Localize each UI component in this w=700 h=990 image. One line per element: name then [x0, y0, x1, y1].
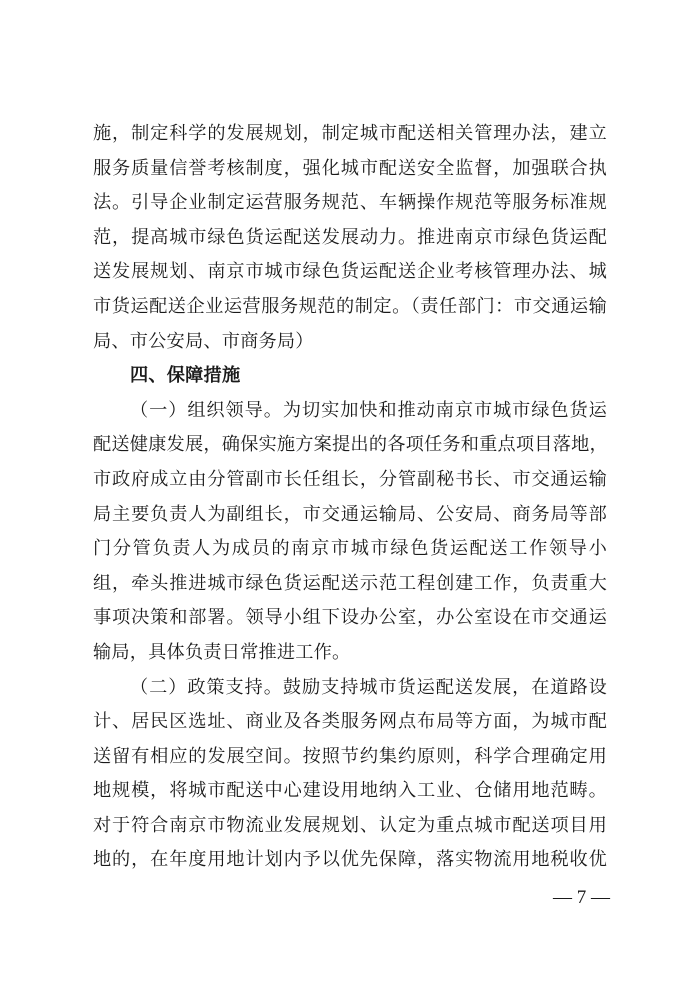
body-line: 门分管负责人为成员的南京市城市绿色货运配送工作领导小	[93, 538, 607, 560]
section-heading: 四、保障措施	[130, 365, 241, 387]
body-line: 施，制定科学的发展规划，制定城市配送相关管理办法，建立	[93, 123, 607, 144]
page-number: — 7 —	[553, 887, 610, 908]
body-line: 输局，具体负责日常推进工作。	[93, 641, 351, 663]
paragraph-start-line: （二）政策支持。鼓励支持城市货运配送发展，在道路设	[130, 676, 607, 698]
body-line: 市政府成立由分管副市长任组长，分管副秘书长、市交通运输	[93, 468, 607, 490]
body-line: 局、市公安局、市商务局）	[93, 330, 314, 352]
body-line: 计、居民区选址、商业及各类服务网点布局等方面，为城市配	[93, 711, 607, 733]
body-line: 市货运配送企业运营服务规范的制定。（责任部门：市交通运输	[93, 295, 607, 317]
document-body	[93, 117, 607, 878]
body-line: 组，牵头推进城市绿色货运配送示范工程创建工作，负责重大	[93, 572, 607, 594]
body-line: 对于符合南京市物流业发展规划、认定为重点城市配送项目用	[93, 814, 607, 836]
body-line: 服务质量信誉考核制度，强化城市配送安全监督，加强联合执	[93, 157, 607, 179]
body-line: 局主要负责人为副组长，市交通运输局、公安局、商务局等部	[93, 503, 607, 525]
body-line: 地的，在年度用地计划内予以优先保障，落实物流用地税收优	[93, 849, 607, 871]
body-line: 送留有相应的发展空间。按照节约集约原则，科学合理确定用	[93, 745, 607, 767]
body-line: 配送健康发展，确保实施方案提出的各项任务和重点项目落地，	[93, 434, 608, 456]
body-line: 范，提高城市绿色货运配送发展动力。推进南京市绿色货运配	[93, 226, 607, 248]
body-line: 地规模，将城市配送中心建设用地纳入工业、仓储用地范畴。	[93, 780, 607, 802]
body-line: 事项决策和部署。领导小组下设办公室，办公室设在市交通运	[93, 607, 607, 629]
body-line: 送发展规划、南京市城市绿色货运配送企业考核管理办法、城	[93, 261, 607, 283]
body-line: 法。引导企业制定运营服务规范、车辆操作规范等服务标准规	[93, 192, 607, 214]
paragraph-start-line: （一）组织领导。为切实加快和推动南京市城市绿色货运	[130, 399, 607, 421]
